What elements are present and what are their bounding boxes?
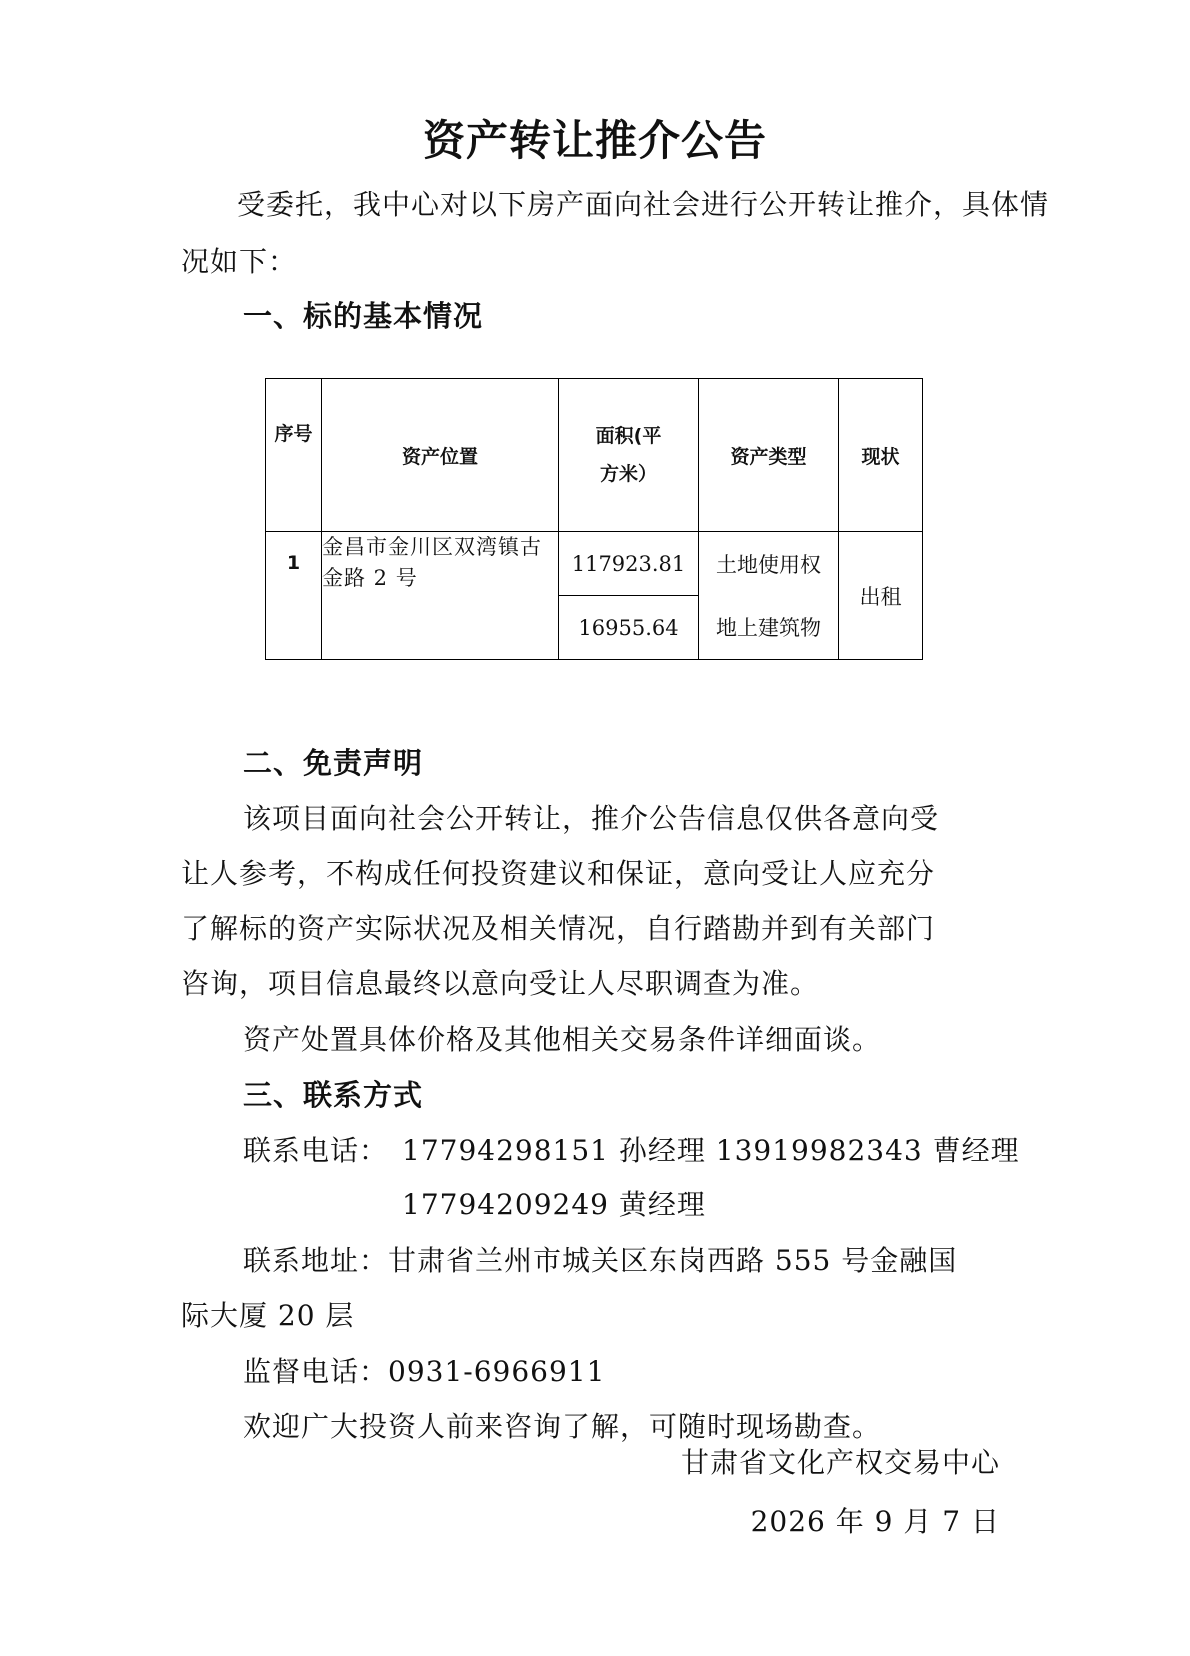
- cell-area-1: 117923.81: [559, 532, 699, 596]
- disclaimer-line-5: 资产处置具体价格及其他相关交易条件详细面谈。: [243, 1023, 882, 1056]
- header-area: [559, 379, 699, 532]
- asset-table: [265, 378, 923, 660]
- cell-type-1: 土地使用权: [699, 532, 839, 596]
- disclaimer-line-4: 咨询，项目信息最终以意向受让人尽职调查为准。: [181, 967, 820, 1000]
- signature-date: 2026 年 9 月 7 日: [750, 1505, 1000, 1538]
- section-1-heading: 一、标的基本情况: [243, 299, 484, 333]
- header-no: 序号: [266, 379, 322, 532]
- table-header-row: [266, 379, 923, 532]
- table-row: [266, 532, 923, 596]
- header-status: 现状: [839, 379, 923, 532]
- section-2-heading: 二、免责声明: [243, 746, 424, 780]
- contact-address-line-2: 际大厦 20 层: [181, 1299, 355, 1332]
- cell-no: 1: [266, 532, 322, 660]
- contact-phone-label: 联系电话：: [243, 1134, 389, 1167]
- disclaimer-line-1: 该项目面向社会公开转让，推介公告信息仅供各意向受: [243, 802, 940, 835]
- disclaimer-line-3: 了解标的资产实际状况及相关情况，自行踏勘并到有关部门: [181, 912, 936, 945]
- intro-line-2: 况如下：: [181, 245, 298, 278]
- contact-phones-line-2: 17794209249 黄经理: [402, 1188, 706, 1221]
- contact-phones-line-1: 17794298151 孙经理 13919982343 曹经理: [402, 1134, 1020, 1167]
- contact-address-line-1: 联系地址：甘肃省兰州市城关区东岗西路 555 号金融国: [243, 1244, 958, 1277]
- cell-status: 出租: [839, 532, 923, 660]
- header-area-line-2: 方米）: [599, 463, 657, 485]
- page-title: 资产转让推介公告: [422, 116, 767, 165]
- intro-line-1: 受委托，我中心对以下房产面向社会进行公开转让推介，具体情: [237, 188, 1050, 221]
- header-area-line-1: 面积(平: [595, 425, 662, 447]
- supervision-phone: 监督电话：0931-6966911: [243, 1355, 606, 1388]
- cell-type-2: 地上建筑物: [699, 596, 839, 660]
- signature-org: 甘肃省文化产权交易中心: [680, 1446, 1000, 1479]
- header-location: 资产位置: [322, 379, 559, 532]
- welcome-line: 欢迎广大投资人前来咨询了解，可随时现场勘查。: [243, 1410, 882, 1443]
- section-3-heading: 三、联系方式: [243, 1078, 424, 1112]
- cell-area-2: 16955.64: [559, 596, 699, 660]
- header-type: 资产类型: [699, 379, 839, 532]
- cell-location: 金昌市金川区双湾镇古金路 2 号: [322, 532, 559, 660]
- disclaimer-line-2: 让人参考，不构成任何投资建议和保证，意向受让人应充分: [181, 857, 936, 890]
